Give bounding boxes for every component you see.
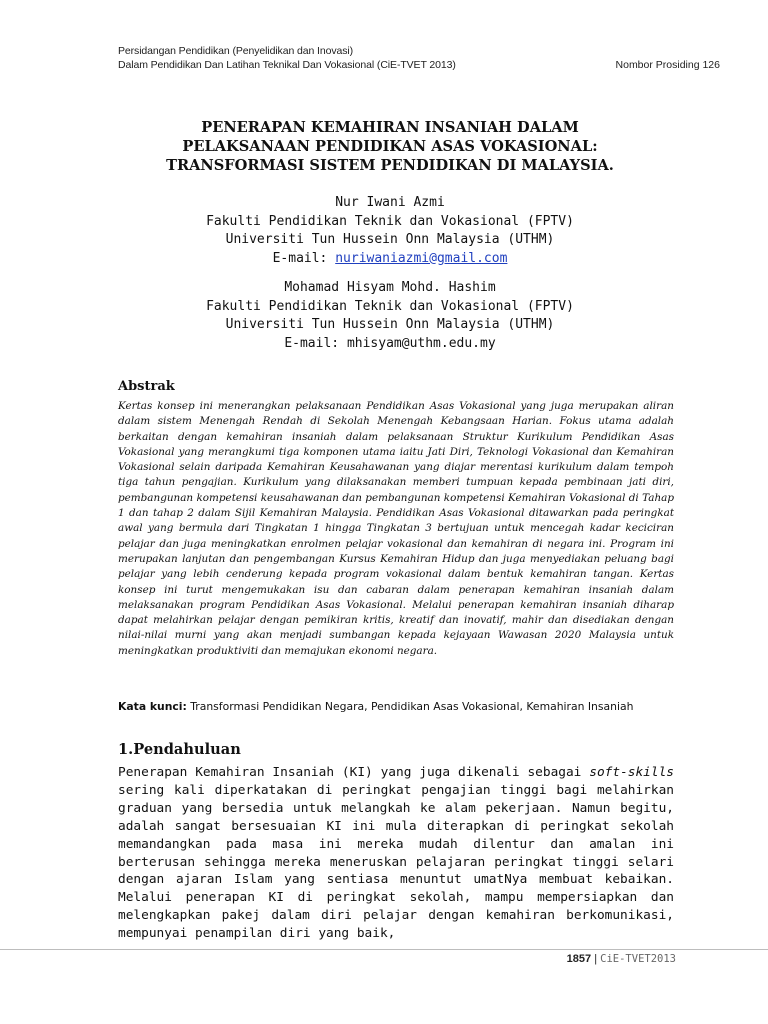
body-text-part: Penerapan Kemahiran Insaniah (KI) yang juga dikenali sebagai — [118, 765, 590, 780]
footer-conference: CiE-TVET2013 — [600, 953, 676, 965]
email-label: E-mail: — [272, 250, 328, 266]
title-line-2: PELAKSANAAN PENDIDIKAN ASAS VOKASIONAL: — [182, 138, 598, 155]
author-name: Mohamad Hisyam Mohd. Hashim — [284, 280, 496, 295]
email-address: mhisyam@uthm.edu.my — [346, 335, 496, 351]
proceeding-number: Nombor Prosiding 126 — [615, 59, 720, 71]
section-body-text — [118, 764, 674, 943]
page-footer — [567, 953, 676, 965]
keywords — [118, 700, 678, 714]
paper-title — [100, 118, 680, 175]
author-faculty: Fakulti Pendidikan Teknik dan Vokasional (FPTV) — [206, 298, 574, 314]
body-text-part: sering kali diperkatakan di peringkat pengajian tinggi bagi melahirkan graduan yang bersedia untuk melangkah ke alam pekerjaan. Namun begitu, adalah sangat bersesuaian KI ini mula diterapkan di peringkat sekolah memandangkan pada masa ini mereka mudah dilentur dan amalan ini berterusan sehingga mereka meneruskan pelajaran peringkat tinggi selari dengan ajaran Islam yang sentiasa menuntut umatNya membuat kebaikan. Melalui penerapan KI di peringkat sekolah, mampu mempersiapkan dan melengkapkan pakej dalam diri pelajar dengan kemahiran berkomunikasi, mempunyai penampilan diri yang baik, — [118, 782, 674, 942]
body-text-emphasis: soft-skills — [589, 765, 674, 780]
author-block-2 — [100, 279, 680, 353]
footer-separator: | — [594, 953, 598, 965]
author-university: Universiti Tun Hussein Onn Malaysia (UTHM) — [225, 232, 555, 248]
keywords-label: Kata kunci: — [118, 700, 187, 713]
title-line-1: PENERAPAN KEMAHIRAN INSANIAH DALAM — [201, 119, 579, 136]
email-label: E-mail: — [284, 335, 340, 351]
abstract-text: Kertas konsep ini menerangkan pelaksanaan Pendidikan Asas Vokasional yang juga merupakan aliran dalam sistem Menengah Rendah di Sekolah Menengah Kebangsaan Harian. Fokus utama adalah berkaitan dengan kemahiran insaniah dalam pelaksanaan Struktur Kurikulum Pendidikan Asas Vokasional yang merangkumi tiga komponen utama iaitu Jati Diri, Teknologi Vokasional dan Kemahiran Vokasional selain daripada Kemahiran Keusahawanan yang diajar merentasi kurikulum dalam tempoh tiga tahun pengajian. Kurikulum yang dilaksanakan memberi tumpuan kepada pembinaan jati diri, pembangunan kompetensi keusahawanan dan pembangunan kompetensi Kemahiran Vokasional di Tahap 1 dan tahap 2 dalam Sijil Kemahiran Malaysia. Pendidikan Asas Vokasional ditawarkan pada peringkat awal yang bermula dari Tingkatan 1 hingga Tingkatan 3 bertujuan untuk mencegah kadar keciciran pelajar dan juga meningkatkan enrolmen pelajar vokasional dan kemahiran di negara ini. Program ini merupakan lanjutan dan pengembangan Kursus Kemahiran Hidup dan juga menyediakan peluang bagi pelajar yang lebih cenderung kepada program vokasional dalam bentuk kemahiran tangan. Kertas konsep ini turut mengemukakan isu dan cabaran dalam penerapan kemahiran insaniah dalam melaksanakan program Pendidikan Asas Vokasional. Melalui penerapan kemahiran insaniah diharap dapat melahirkan pelajar dengan pemikiran kritis, kreatif dan inovatif, mahir dan disediakan dengan nilai-nilai murni yang akan menjadi sumbangan kepada kejayaan Wawasan 2020 Malaysia untuk meningkatkan produktiviti dan memajukan ekonomi negara. — [118, 400, 674, 657]
running-header-subtitle: Dalam Pendidikan Dan Latihan Teknikal Dan Vokasional (CiE-TVET 2013) — [118, 59, 456, 71]
author-faculty: Fakulti Pendidikan Teknik dan Vokasional (FPTV) — [206, 213, 574, 229]
section-heading: 1.Pendahuluan — [118, 741, 241, 758]
author-university: Universiti Tun Hussein Onn Malaysia (UTHM) — [225, 317, 555, 333]
author-email-line — [100, 335, 680, 354]
author-block-1 — [100, 194, 680, 268]
page-number: 1857 — [566, 953, 592, 965]
author-name: Nur Iwani Azmi — [335, 195, 445, 210]
running-header-conference: Persidangan Pendidikan (Penyelidikan dan Inovasi) — [118, 45, 354, 57]
author-email-line — [100, 250, 680, 269]
email-link[interactable]: nuriwaniazmi@gmail.com — [335, 250, 508, 266]
title-line-3: TRANSFORMASI SISTEM PENDIDIKAN DI MALAYSIA. — [166, 157, 614, 174]
footer-divider — [0, 949, 768, 950]
keywords-text: Transformasi Pendidikan Negara, Pendidikan Asas Vokasional, Kemahiran Insaniah — [190, 700, 634, 713]
abstract-heading: Abstrak — [118, 379, 175, 394]
